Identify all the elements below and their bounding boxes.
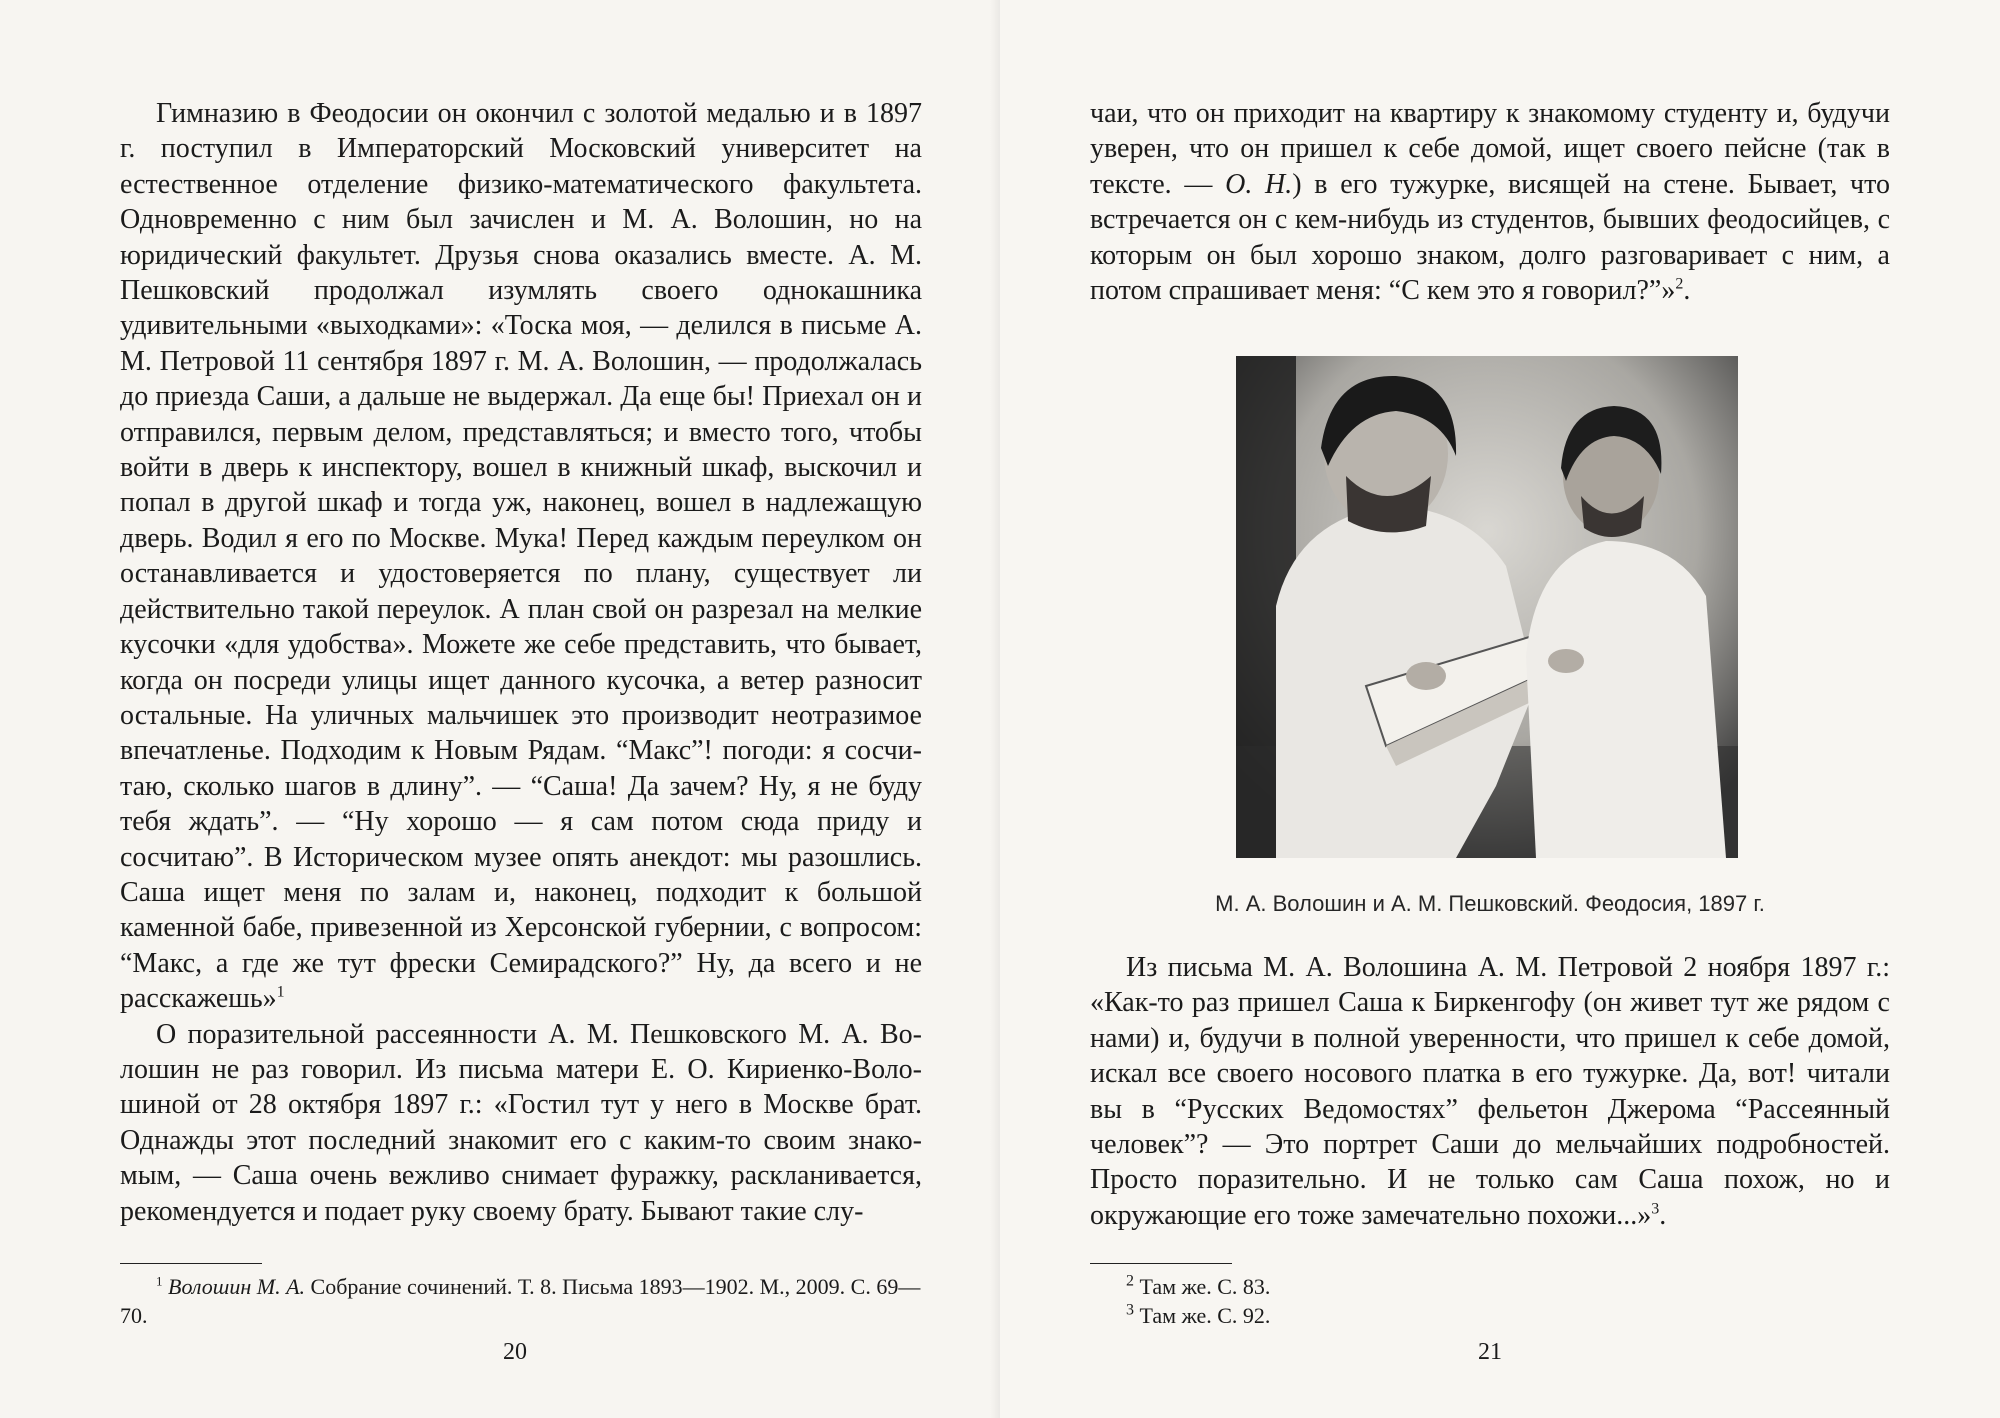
page-number: 20 [503, 1339, 527, 1365]
footnote-ref: 1 [276, 983, 285, 1001]
footnote-text: Собрание сочинений. Т. 8. Письма 1893—1902. М., 2009. С. 69—70. [120, 1274, 921, 1328]
right-page-bottom-text [1090, 950, 1890, 1233]
left-page-body [120, 96, 922, 1229]
footnote-rule [1090, 1263, 1232, 1264]
footnote-rule [120, 1263, 262, 1264]
left-footnotes [120, 1272, 922, 1330]
footnote-ref: 2 [1675, 275, 1684, 293]
paragraph-text: Из письма М. А. Волошина А. М. Петровой 2 ноября 1897 г.: «Как-то раз пришел Саша к Биркенгофу (он живет тут же рядом с нами) и, будучи в полной уверенности, что пришел к себе домой, искал все своего носового платка в его тужурке. Да, вот! читали вы в “Русских Ведомостях” фельетон Джерома “Рассеянный человек”? — Это портрет Саши до мельчайших подробностей. Просто поразительно. И не только сам Саша похож, но и окружающие его тоже замечательно похожи...» [1090, 952, 1890, 1231]
photo-voloshin-peshkovsky [1236, 356, 1738, 858]
photo-illustration [1236, 356, 1738, 858]
footnote-text: Там же. С. 92. [1139, 1303, 1271, 1328]
footnote-mark: 3 [1126, 1301, 1134, 1319]
footnote-ref: 3 [1651, 1200, 1660, 1218]
editor-initials: О. Н. [1225, 168, 1293, 200]
paragraph-text: ) в его тужурке, висящей на стене. Бывает, что встречается он с кем-нибудь из студентов, бывших феодосийцев, с которым он был хорошо знаком, долго разговаривает с ним, а потом спрашивает меня: “С кем это я говорил?”» [1090, 168, 1890, 307]
paragraph: О поразительной рассеянности А. М. Пешковского М. А. Волошин не раз говорил. Из письма матери Е. О. Кириенко-Волошиной от 28 октября 1897 г.: «Гостил тут у него в Москве брат. Однажды этот последний знакомит его с каким-то своим знакомым, — Саша очень вежливо снимает фуражку, раскланивается, рекомендуется и подает руку своему брату. Бывают такие слу- [120, 1018, 922, 1227]
page-number: 21 [1478, 1339, 1502, 1365]
paragraph-text: чаи, что он приходит на квартиру к знакомому студенту и, будучи уверен, что он пришел к себе домой, ищет своего пейсне (так в тексте. — [1090, 98, 1890, 200]
right-footnotes [1090, 1272, 1892, 1330]
paragraph: чаи, что он приходит на квартиру к знакомому студенту и, будучи уверен, что он пришел к себе домой, ищет своего пейсне (так в тексте. — О. Н.) в его тужурке, висящей на стене. Бывает, что встречается он с кем-нибудь из студентов, бывших феодосийцев, с которым он был хорошо знаком, долго разговаривает с ним, а потом спрашивает меня: “С кем это я говорил?”»$^2$. [1090, 98, 1890, 307]
footnote [1090, 1301, 1892, 1330]
paragraph-text: Гимназию в Феодосии он окончил с золотой медалью и в 1897 г. поступил в Императорский Московский университет на естественное отделение физико-математического факультета. Одновременно с ним был зачислен и М. А. Волошин, но на юридический факультет. Друзья снова оказались вместе. А. М. Пешковский продолжал изумлять своего однокашника удивительными «выходками»: «Тоска моя, — делился в письме А. М. Петровой 11 сентября 1897 г. М. А. Волошин, — продолжалась до приезда Саши, а дальше не выдержал. Да еще бы! Приехал он и отправился, первым делом, представляться; и вместо того, чтобы войти в дверь к инспектору, вошел в книжный шкаф, выскочил и попал в другой шкаф и тогда уж, наконец, вошел в надлежащую дверь. Водил я его по Москве. Мука! Перед каждым переулком он останавливается и удостоверяется по плану, существует ли действительно такой переулок. А план свой он разрезал на мелкие кусочки «для удобства». Можете же себе представить, что бывает, когда он посреди улицы ищет данного кусочка, а ветер разносит остальные. На уличных мальчишек это производит неотразимое впечатленье. Подходим к Новым Рядам. “Макс”! погоди: я сосчитаю, сколько шагов в длину”. — “Саша! Да зачем? Ну, я не буду тебя ждать”. — “Ну хорошо — я сам потом сюда приду и сосчитаю”. В Историческом музее опять анекдот: мы разошлись. Саша ищет меня по залам и, наконец, подходит к большой каменной бабе, привезенной из Херсонской губернии, с вопросом: “Макс, а где же тут фрески Семирадского?” Ну, да всего и не расскажешь» [120, 98, 922, 1015]
paragraph [120, 96, 922, 1017]
footnote [1090, 1272, 1892, 1301]
footnote-mark: 2 [1126, 1272, 1134, 1290]
paragraph: Из письма М. А. Волошина А. М. Петровой 2 ноября 1897 г.: «Как-то раз пришел Саша к Биркенгофу (он живет тут же рядом с нами) и, будучи в полной уверенности, что пришел к себе домой, искал все своего носового платка в его тужурке. Да, вот! читали вы в “Русских Ведомостях” фельетон Джерома “Рассеянный человек”? — Это портрет Саши до мельчайших подробностей. Просто поразительно. И не только сам Саша похож, но и окружающие его тоже замечательно похожи...»$^3$. [1090, 952, 1890, 1231]
footnote [120, 1272, 922, 1330]
footnote-author: Волошин М. А. [168, 1274, 306, 1299]
footnote-text: Там же. С. 83. [1139, 1274, 1271, 1299]
footnote-mark: 1 [156, 1273, 163, 1289]
photo-caption: М. А. Волошин и А. М. Пешковский. Феодосия, 1897 г. [1215, 891, 1765, 916]
right-page-top-text [1090, 96, 1890, 308]
